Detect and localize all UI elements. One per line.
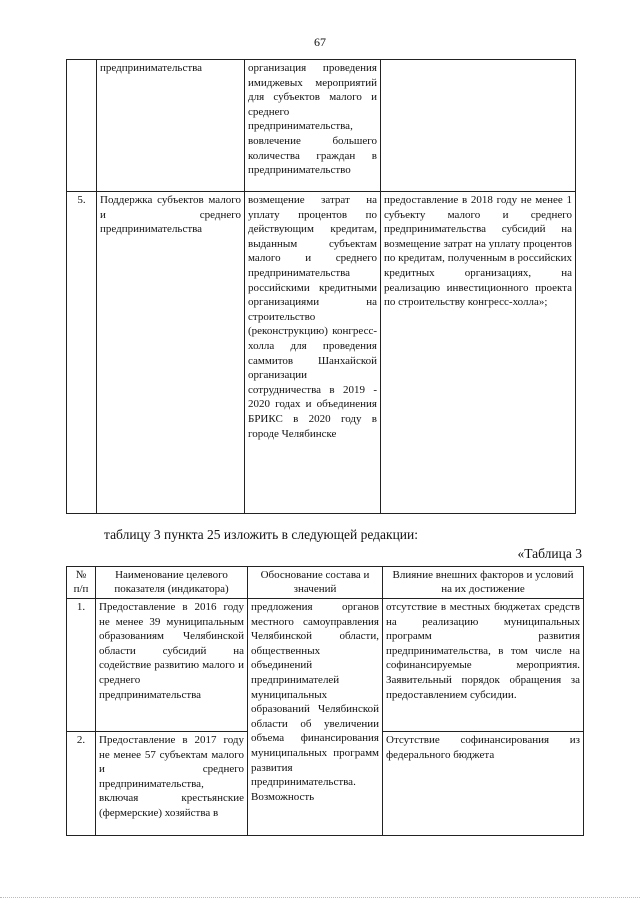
- table-header-row: [67, 567, 584, 599]
- table-caption: «Таблица 3: [517, 546, 582, 561]
- row-indicator: Предоставление в 2017 году не менее 57 субъектам малого и среднего предпринимательства, включая крестьянские (фермерские) хозяйства в: [96, 732, 248, 836]
- row-number: 5.: [67, 192, 97, 514]
- table-row: [67, 192, 576, 514]
- row-external-factors: отсутствие в местных бюджетах средств на реализацию муниципальных программ развития предпринимательства, в том числе на софинансируемые мероприятия. Заявительный порядок обращения за предоставлением субсидии.: [383, 599, 584, 732]
- row-basis: возмещение затрат на уплату процентов по действующим кредитам, выданным субъектам малого и среднего предпринимательства российскими кредитными организациями на строительство (реконструкцию) конгресс-холла для проведения саммитов Шанхайской организации сотрудничества в 2019 - 2020 годах и объединения БРИКС в 2020 году в городе Челябинске: [245, 192, 381, 514]
- table-3: [66, 566, 584, 836]
- table-row: [67, 599, 584, 732]
- page-bottom-edge: [0, 897, 640, 898]
- row-name: Поддержка субъектов малого и среднего предпринимательства: [97, 192, 245, 514]
- row-number: 2.: [67, 732, 96, 836]
- row-impact: [381, 60, 576, 192]
- program-table-continuation: [66, 59, 576, 514]
- row-basis: предложения органов местного самоуправления Челябинской области, общественных объединений предпринимателей муниципальных образований Челябинской области об увеличении объема финансирования муниципальных программ развития предпринимательства. Возможность: [248, 599, 383, 836]
- header-indicator: Наименование целевого показателя (индикатора): [96, 567, 248, 599]
- table-row: [67, 60, 576, 192]
- row-name: предпринимательства: [97, 60, 245, 192]
- header-number: № п/п: [67, 567, 96, 599]
- row-number: 1.: [67, 599, 96, 732]
- row-number: [67, 60, 97, 192]
- header-external-factors: Влияние внешних факторов и условий на их достижение: [383, 567, 584, 599]
- row-basis: организация проведения имиджевых мероприятий для субъектов малого и среднего предпринимательства, вовлечение большего количества граждан в предпринимательство: [245, 60, 381, 192]
- header-basis: Обоснование состава и значений: [248, 567, 383, 599]
- row-impact: предоставление в 2018 году не менее 1 субъекту малого и среднего предпринимательства субсидий на возмещение затрат на уплату процентов по кредитам, полученным в российских кредитных организациях, на реализацию инвестиционного проекта по строительству конгресс-холла»;: [381, 192, 576, 514]
- page-number: 67: [314, 35, 326, 49]
- amendment-instruction: таблицу 3 пункта 25 изложить в следующей редакции:: [104, 527, 418, 542]
- row-external-factors: Отсутствие софинансирования из федерального бюджета: [383, 732, 584, 836]
- row-indicator: Предоставление в 2016 году не менее 39 муниципальным образованиям Челябинской области субсидий на содействие развитию малого и среднего предпринимательства: [96, 599, 248, 732]
